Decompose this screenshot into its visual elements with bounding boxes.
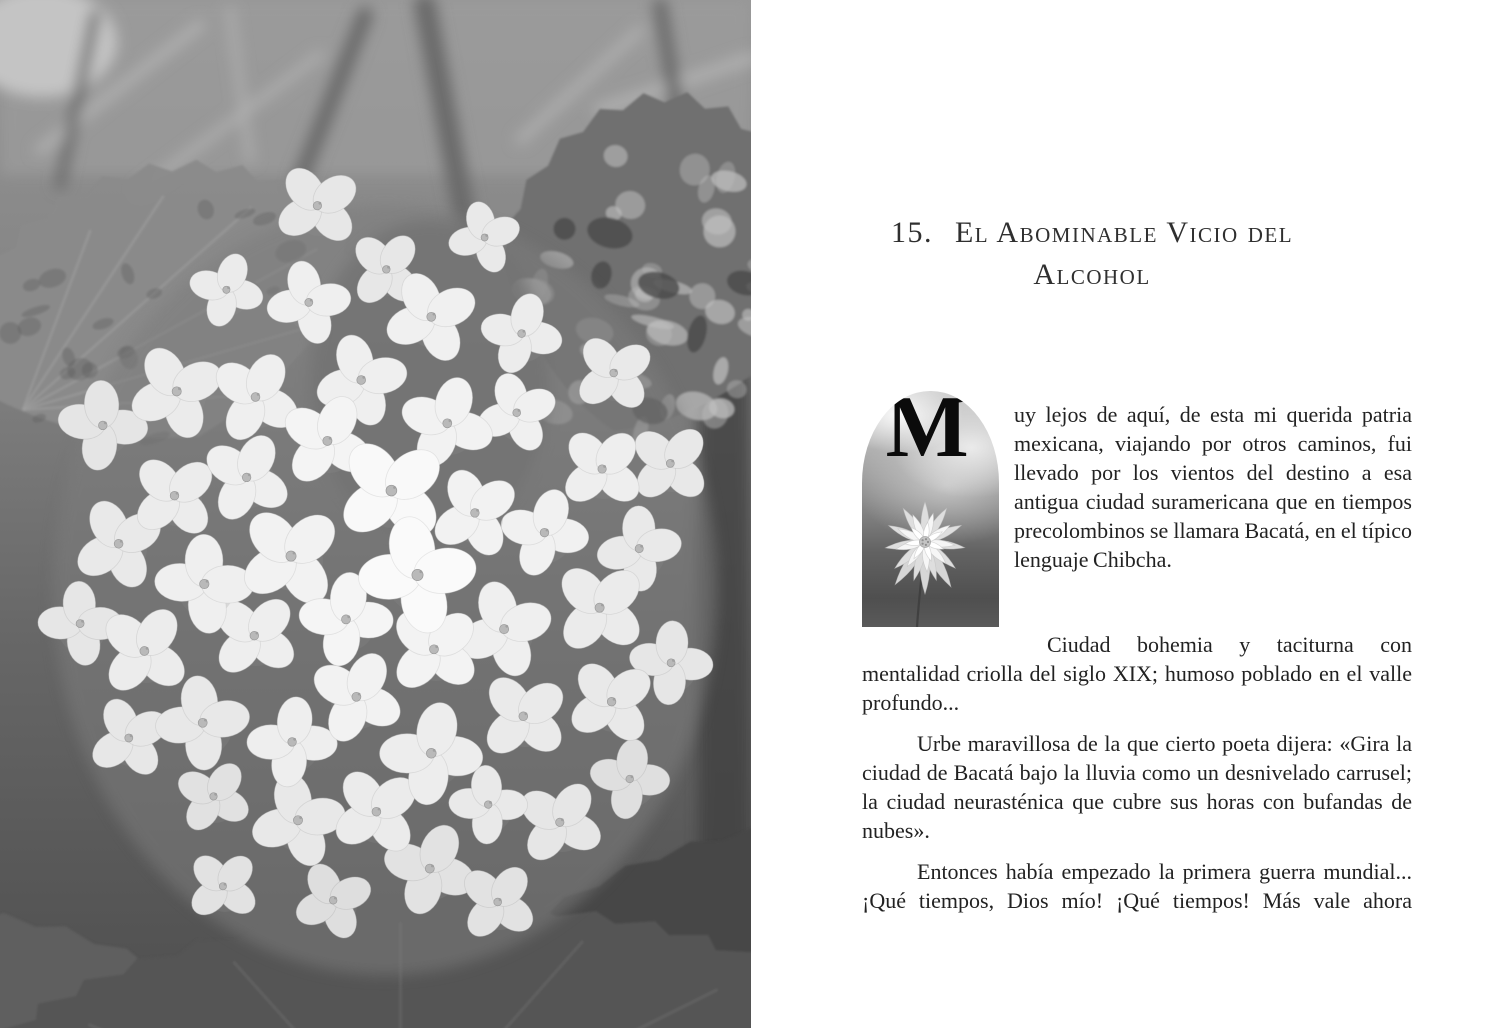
chapter-body [862,391,1412,915]
chapter-title: El Abominable Vicio del Alcohol [954,216,1294,291]
chapter-number: 15. [890,216,933,249]
right-page [751,0,1500,1028]
paragraph: Urbe maravillosa de la que cierto poeta dijera: «Gira la ciudad de Bacatá bajo la lluvia como un desnivelado carrusel; la ciudad neurasténica que cubre sus horas con bufandas de nubes». [862,731,1412,843]
drop-cap-letter: M [885,391,969,476]
chapter-heading [862,212,1322,296]
paragraph: uy lejos de aquí, de esta mi querida patria mexicana, viajando por otros caminos, fui llevado por los vientos del destino a esa antigua ciudad suramericana que en tiempos precolombinos se llamara Bacatá, en el típico lenguaje Chibcha. [1014,402,1412,572]
paragraph: Ciudad bohemia y taciturna con mentalidad criolla del siglo XIX; humoso poblado en el valle profundo... [862,632,1412,715]
paragraph: Entonces había empezado la primera guerra mundial... ¡Qué tiempos, Dios mío! ¡Qué tiempos! Más vale ahora [862,859,1412,913]
drop-cap-vignette [862,391,999,627]
